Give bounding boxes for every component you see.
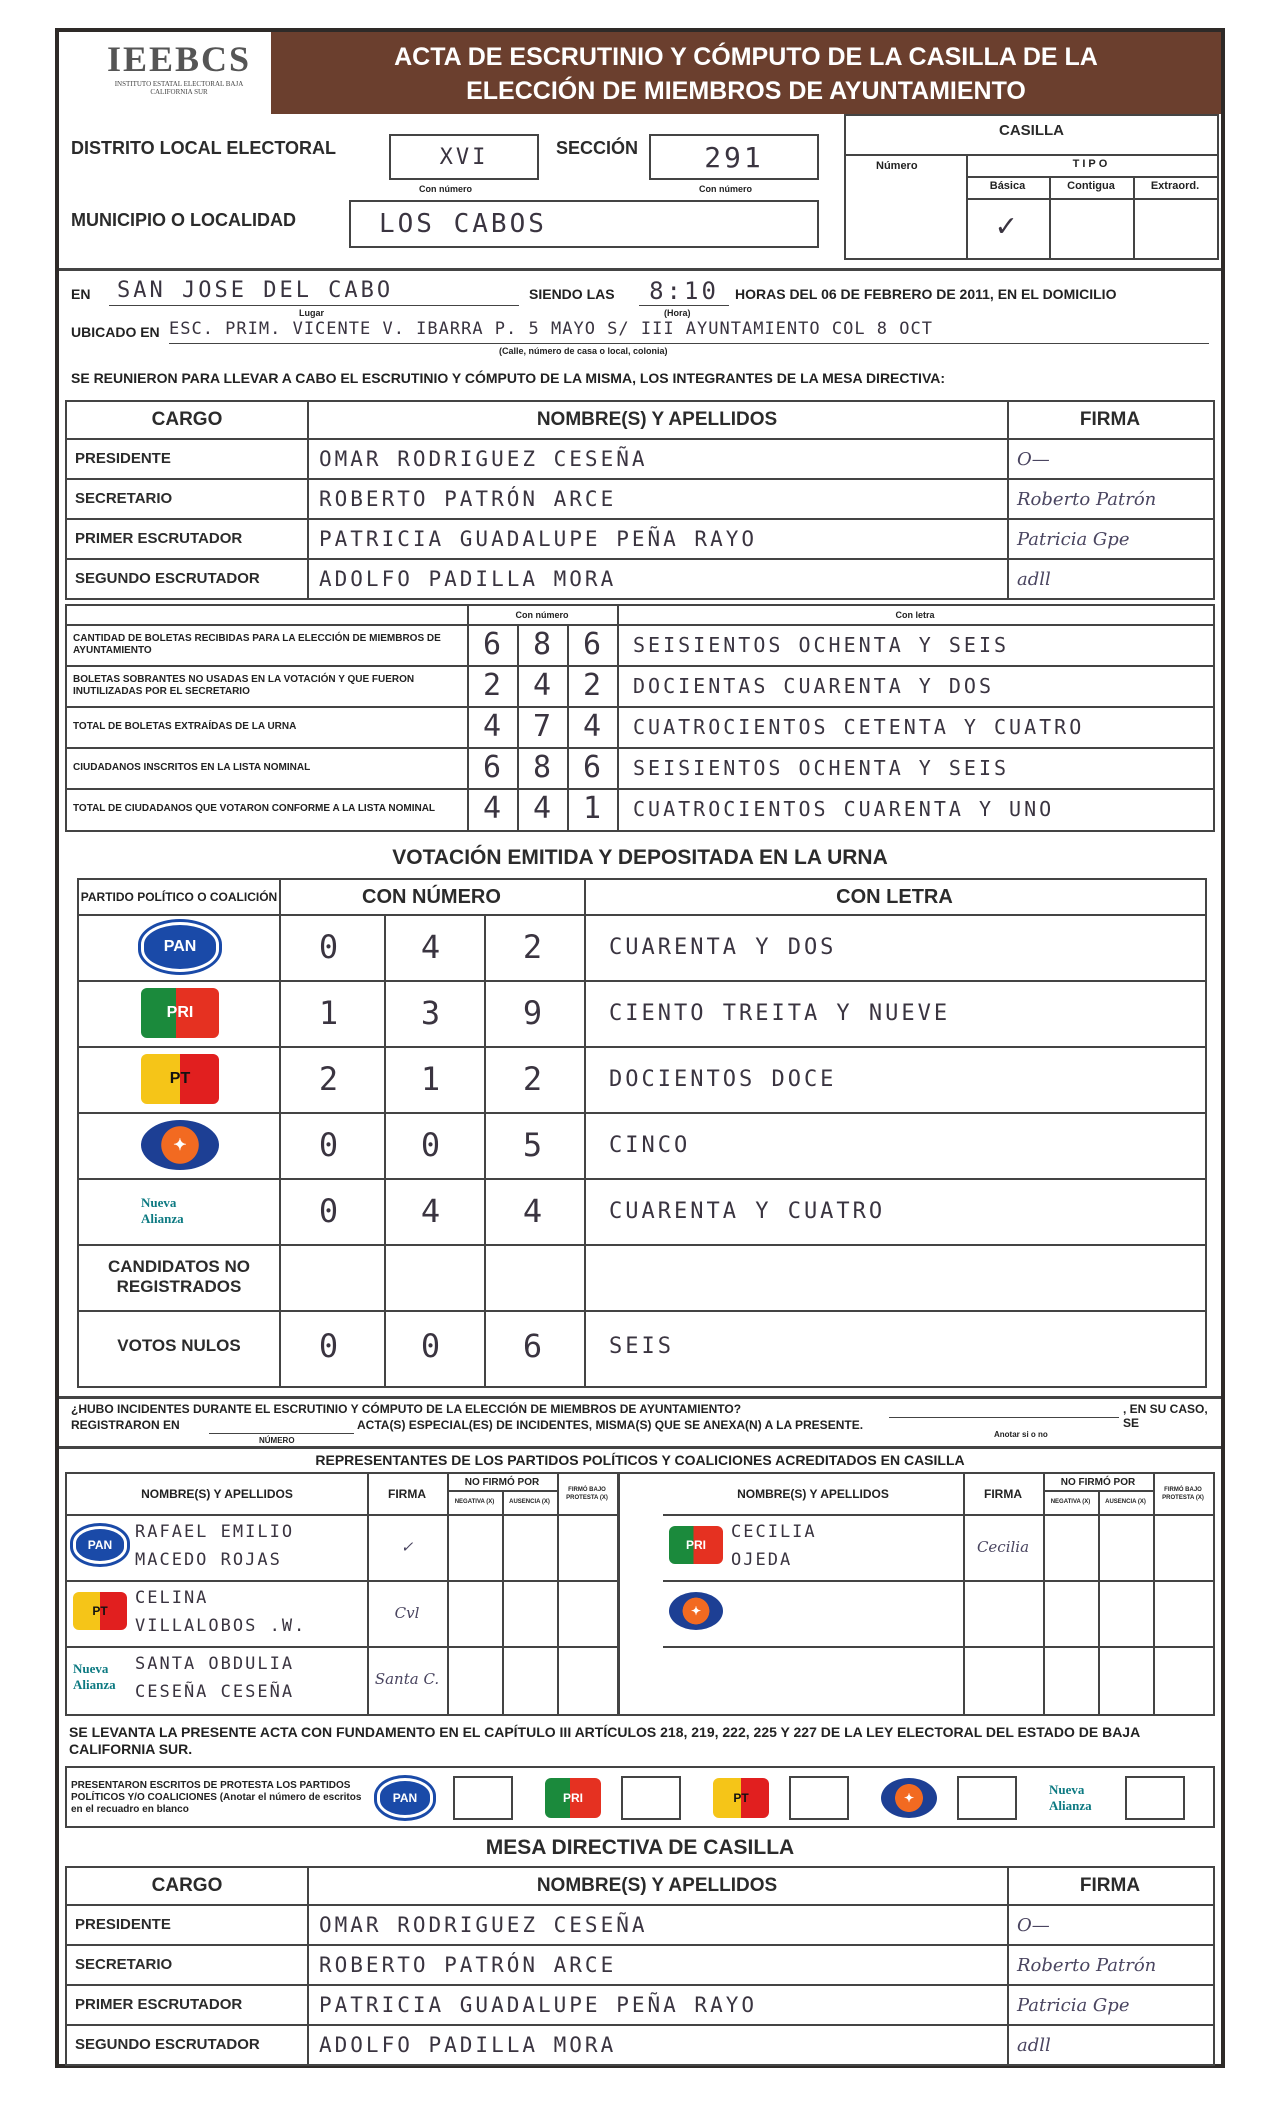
lugar-field[interactable]: SAN JOSE DEL CABO <box>109 276 519 306</box>
district-field[interactable]: XVI <box>389 134 539 180</box>
prd-pt-logo-icon: PT <box>141 1054 219 1104</box>
count-digit[interactable]: 4 <box>482 791 502 826</box>
casilla-basica-label: Básica <box>989 180 1026 192</box>
vote-letra[interactable]: CIENTO TREITA Y NUEVE <box>609 1000 951 1026</box>
votes-partido-header: PARTIDO POLÍTICO O COALICIÓN <box>80 890 278 904</box>
vote-digit[interactable]: 0 <box>318 928 342 966</box>
pri-pvem-logo-icon: PRI <box>141 988 219 1038</box>
casilla-contigua-label: Contigua <box>1067 180 1115 192</box>
convergencia-logo-icon: ✦ <box>881 1778 937 1818</box>
count-label: CANTIDAD DE BOLETAS RECIBIDAS PARA LA ELECCIÓN DE MIEMBROS DE AYUNTAMIENTO <box>73 633 441 656</box>
nueva-alianza-logo-icon: Nueva Alianza <box>73 1661 116 1692</box>
firma-signature: Roberto Patrón <box>1017 488 1157 510</box>
row-divider <box>67 1514 617 1516</box>
count-digit[interactable]: 6 <box>582 627 602 662</box>
district-label: DISTRITO LOCAL ELECTORAL <box>71 138 337 158</box>
firma-signature: adll <box>1017 2034 1051 2056</box>
prd-pt-logo-icon: PT <box>713 1778 769 1818</box>
vote-letra[interactable]: CUARENTA Y DOS <box>609 934 837 960</box>
incidents-anotar-sub: Anotar si o no <box>994 1430 1048 1439</box>
casilla-basica-checkbox[interactable]: ✓ <box>996 206 1019 244</box>
district-sub: Con número <box>419 184 472 194</box>
firma-signature: O— <box>1017 1914 1050 1936</box>
vote-letra[interactable]: SEIS <box>609 1333 674 1359</box>
votes-num-header: CON NÚMERO <box>362 885 501 908</box>
vote-digit[interactable]: 2 <box>522 928 546 966</box>
mesa-title: MESA DIRECTIVA DE CASILLA <box>485 1836 795 1859</box>
pri-pvem-logo-icon: PRI <box>669 1526 723 1564</box>
casilla-tipo-label: TIPO <box>1072 158 1111 170</box>
ubicado-label: UBICADO EN <box>71 324 160 340</box>
mesa-nombre-header: NOMBRE(S) Y APELLIDOS <box>536 1875 778 1896</box>
vote-digit[interactable]: 9 <box>522 994 546 1032</box>
counts-table <box>65 604 1215 832</box>
mesa-cargo-header: CARGO <box>151 1875 223 1896</box>
count-letra[interactable]: DOCIENTAS CUARENTA Y DOS <box>633 673 994 698</box>
cargo-label: PRESIDENTE <box>75 449 171 467</box>
rep-protesta-header: FIRMÓ BAJO PROTESTA (X) <box>1162 1487 1204 1501</box>
pri-pvem-logo-icon: PRI <box>545 1778 601 1818</box>
nombre-field[interactable]: ADOLFO PADILLA MORA <box>319 567 617 591</box>
row-divider <box>663 1514 1213 1516</box>
vote-digit[interactable]: 0 <box>318 1192 342 1230</box>
row-divider <box>1043 1490 1153 1492</box>
en-label: EN <box>71 286 91 302</box>
count-label: CIUDADANOS INSCRITOS EN LA LISTA NOMINAL <box>73 762 311 773</box>
mesa-table <box>65 1866 1215 2066</box>
pan-logo-icon: PAN <box>377 1778 433 1818</box>
nombre-field[interactable]: ROBERTO PATRÓN ARCE <box>319 487 617 511</box>
votes-title: VOTACIÓN EMITIDA Y DEPOSITADA EN LA URNA <box>392 846 888 869</box>
title-banner: ACTA DE ESCRUTINIO Y CÓMPUTO DE LA CASILLA DE LA ELECCIÓN DE MIEMBROS DE AYUNTAMIENTO <box>271 32 1221 114</box>
col-divider <box>502 1490 504 1714</box>
incidents-number-field[interactable] <box>209 1418 354 1434</box>
domicilio-sub: (Calle, número de casa o local, colonia) <box>499 346 668 356</box>
incidents-answer-field[interactable] <box>889 1402 1119 1418</box>
vote-letra[interactable]: CINCO <box>609 1132 691 1158</box>
firma-signature: Patricia Gpe <box>1017 1994 1130 2016</box>
cargo-label: PRESIDENTE <box>75 1915 171 1933</box>
count-digit[interactable]: 6 <box>482 750 502 785</box>
row-divider <box>67 558 1213 560</box>
cargo-label: PRIMER ESCRUTADOR <box>75 1995 243 2013</box>
col-divider <box>617 1474 620 1714</box>
protests-row <box>65 1766 1215 1828</box>
nueva-alianza-logo-icon: Nueva Alianza <box>141 1195 184 1226</box>
officers-firma-header: FIRMA <box>1079 409 1141 430</box>
rep-firma-header: FIRMA <box>984 1487 1022 1501</box>
vote-digit[interactable]: 0 <box>420 1126 444 1164</box>
row-divider <box>67 1984 1213 1986</box>
rep-negativa-header: NEGATIVA (X) <box>454 1499 495 1505</box>
nombre-field[interactable]: OMAR RODRIGUEZ CESEÑA <box>319 1913 648 1937</box>
pan-logo-icon: PAN <box>141 922 219 972</box>
casilla-box <box>844 114 1219 260</box>
vote-digit[interactable]: 0 <box>318 1327 342 1365</box>
nombre-field[interactable]: PATRICIA GUADALUPE PEÑA RAYO <box>319 1993 758 2017</box>
rep-nombre-line2[interactable]: OJEDA <box>731 1550 793 1570</box>
protests-text: PRESENTARON ESCRITOS DE PROTESTA LOS PARTIDOS POLÍTICOS Y/O COALICIONES (Anotar el número de escritos en el recuadro en blanco <box>71 1780 362 1815</box>
count-letra[interactable]: CUATROCIENTOS CETENTA Y CUATRO <box>633 714 1085 739</box>
vote-letra[interactable]: DOCIENTOS DOCE <box>609 1066 837 1092</box>
count-label: TOTAL DE BOLETAS EXTRAÍDAS DE LA URNA <box>73 721 297 732</box>
rep-nombre-line1[interactable]: SANTA OBDULIA <box>135 1654 295 1674</box>
vote-digit[interactable]: 6 <box>522 1327 546 1365</box>
count-letra[interactable]: SEISIENTOS OCHENTA Y SEIS <box>633 632 1010 657</box>
cargo-label: PRIMER ESCRUTADOR <box>75 529 243 547</box>
casilla-numero-label: Número <box>876 160 918 172</box>
row-divider <box>663 1646 1213 1648</box>
row-divider <box>67 438 1213 440</box>
rep-firma: ✓ <box>400 1538 414 1556</box>
officers-cargo-header: CARGO <box>151 409 223 430</box>
count-label: BOLETAS SOBRANTES NO USADAS EN LA VOTACIÓN Y QUE FUERON INUTILIZADAS POR EL SECRETARIO <box>73 674 415 697</box>
vote-digit[interactable]: 2 <box>318 1060 342 1098</box>
rep-nombre-line1[interactable]: CECILIA <box>731 1522 817 1542</box>
rep-firma <box>963 1646 1043 1712</box>
count-digit[interactable]: 2 <box>482 668 502 703</box>
prd-pt-logo-icon: PT <box>73 1592 127 1630</box>
count-digit[interactable]: 6 <box>482 627 502 662</box>
vote-letra[interactable]: CUARENTA Y CUATRO <box>609 1198 886 1224</box>
section-field[interactable]: 291 <box>649 134 819 180</box>
count-digit[interactable]: 4 <box>532 668 552 703</box>
vote-digit[interactable]: 5 <box>522 1126 546 1164</box>
firma-signature: adll <box>1017 568 1051 590</box>
vote-digit[interactable]: 4 <box>522 1192 546 1230</box>
incidents-numero-sub: NÚMERO <box>259 1436 295 1445</box>
vote-digit[interactable]: 0 <box>420 1327 444 1365</box>
convergencia-logo-icon: ✦ <box>669 1592 723 1630</box>
col-divider <box>447 1474 449 1714</box>
protest-count-box[interactable] <box>957 1776 1017 1820</box>
count-letra[interactable]: SEISIENTOS OCHENTA Y SEIS <box>633 755 1010 780</box>
nombre-field[interactable]: ADOLFO PADILLA MORA <box>319 2033 617 2057</box>
row-divider <box>67 518 1213 520</box>
lugar-sub: Lugar <box>299 308 325 318</box>
nombre-field[interactable]: PATRICIA GUADALUPE PEÑA RAYO <box>319 527 758 551</box>
pan-logo-icon: PAN <box>73 1526 127 1564</box>
row-divider <box>67 1580 617 1582</box>
rep-firma-header: FIRMA <box>388 1487 426 1501</box>
cargo-label: SEGUNDO ESCRUTADOR <box>75 569 260 587</box>
rep-nombre-header: NOMBRE(S) Y APELLIDOS <box>141 1487 293 1501</box>
casilla-label: CASILLA <box>999 122 1064 139</box>
ieebcs-logo: IEEBCS INSTITUTO ESTATAL ELECTORAL BAJA CALIFORNIA SUR <box>106 39 252 96</box>
vote-digit[interactable] <box>279 1244 381 1310</box>
convergencia-logo-icon: ✦ <box>141 1120 219 1170</box>
section-sub: Con número <box>699 184 752 194</box>
count-digit[interactable]: 7 <box>532 709 552 744</box>
nueva-alianza-logo-icon: Nueva Alianza <box>1049 1782 1092 1813</box>
col-divider <box>617 606 619 830</box>
horas-text: HORAS DEL 06 DE FEBRERO DE 2011, EN EL DOMICILIO <box>735 286 1117 302</box>
incidents-question: ¿HUBO INCIDENTES DURANTE EL ESCRUTINIO Y CÓMPUTO DE LA ELECCIÓN DE MIEMBROS DE AYUNTAMIENTO? <box>71 1402 742 1416</box>
rep-nombre-header: NOMBRE(S) Y APELLIDOS <box>737 1487 889 1501</box>
officers-nombre-header: NOMBRE(S) Y APELLIDOS <box>536 409 778 430</box>
col-divider <box>1043 1474 1045 1714</box>
protest-count-box[interactable] <box>453 1776 513 1820</box>
row-divider <box>67 478 1213 480</box>
hora-field[interactable]: 8:10 <box>639 276 729 306</box>
rep-firma: Santa C. <box>374 1670 440 1688</box>
col-divider <box>1153 1474 1155 1714</box>
counts-letra-header: Con letra <box>895 610 935 620</box>
nombre-field[interactable]: OMAR RODRIGUEZ CESEÑA <box>319 447 648 471</box>
acta-form <box>55 28 1225 2068</box>
rep-nombre-line2[interactable]: MACEDO ROJAS <box>135 1550 282 1570</box>
incidents-l2a: REGISTRARON EN <box>71 1418 180 1432</box>
col-divider <box>1098 1490 1100 1714</box>
count-digit[interactable]: 4 <box>482 709 502 744</box>
hora-sub: (Hora) <box>664 308 691 318</box>
count-digit[interactable]: 2 <box>582 668 602 703</box>
row-divider <box>67 1944 1213 1946</box>
protest-count-box[interactable] <box>621 1776 681 1820</box>
cargo-label: SECRETARIO <box>75 489 173 507</box>
mesa-firma-header: FIRMA <box>1079 1875 1141 1896</box>
rep-negativa-header: NEGATIVA (X) <box>1050 1499 1091 1505</box>
domicilio-field[interactable]: ESC. PRIM. VICENTE V. IBARRA P. 5 MAYO S/ III AYUNTAMIENTO COL 8 OCT <box>169 314 1209 344</box>
vote-digit[interactable]: 1 <box>420 1060 444 1098</box>
count-digit[interactable]: 1 <box>582 791 602 826</box>
reps-table <box>65 1472 1215 1716</box>
count-digit[interactable]: 6 <box>582 750 602 785</box>
vote-digit[interactable] <box>483 1244 585 1310</box>
rep-firma: Cecilia <box>976 1538 1030 1556</box>
count-digit[interactable]: 4 <box>582 709 602 744</box>
siendo-label: SIENDO LAS <box>529 286 615 302</box>
firma-signature: O— <box>1017 448 1050 470</box>
rep-protesta-header: FIRMÓ BAJO PROTESTA (X) <box>566 1487 608 1501</box>
votes-table <box>77 878 1207 1388</box>
rep-ausencia-header: AUSENCIA (X) <box>509 1499 550 1505</box>
protest-count-box[interactable] <box>1125 1776 1185 1820</box>
firma-signature: Roberto Patrón <box>1017 1954 1157 1976</box>
row-divider <box>67 2024 1213 2026</box>
rep-ausencia-header: AUSENCIA (X) <box>1105 1499 1146 1505</box>
row-divider <box>663 1580 1213 1582</box>
party-label: CANDIDATOS NO REGISTRADOS <box>108 1257 250 1296</box>
count-label: TOTAL DE CIUDADANOS QUE VOTARON CONFORME A LA LISTA NOMINAL <box>73 803 436 814</box>
incidents-tail: , EN SU CASO, SE <box>1123 1402 1208 1430</box>
section-label: SECCIÓN <box>556 138 639 158</box>
rep-nombre-line2[interactable]: CESEÑA CESEÑA <box>135 1682 295 1702</box>
party-label: VOTOS NULOS <box>117 1336 241 1355</box>
count-digit[interactable]: 4 <box>532 791 552 826</box>
firma-signature: Patricia Gpe <box>1017 528 1130 550</box>
row-divider <box>67 1904 1213 1906</box>
votes-letra-header: CON LETRA <box>836 885 953 908</box>
rep-nofirmo-header: NO FIRMÓ POR <box>1060 1476 1136 1488</box>
vote-digit[interactable]: 0 <box>318 1126 342 1164</box>
vote-digit[interactable]: 1 <box>318 994 342 1032</box>
count-digit[interactable]: 8 <box>532 627 552 662</box>
vote-digit[interactable]: 2 <box>522 1060 546 1098</box>
reps-title: REPRESENTANTES DE LOS PARTIDOS POLÍTICOS Y COALICIONES ACREDITADOS EN CASILLA <box>315 1452 965 1468</box>
rep-nombre-line1[interactable]: RAFAEL EMILIO <box>135 1522 295 1542</box>
row-divider <box>67 1646 617 1648</box>
incidents-l2b: ACTA(S) ESPECIAL(ES) DE INCIDENTES, MISMA(S) QUE SE ANEXA(N) A LA PRESENTE. <box>357 1418 864 1432</box>
count-letra[interactable]: CUATROCIENTOS CUARENTA Y UNO <box>633 796 1055 821</box>
count-digit[interactable]: 8 <box>532 750 552 785</box>
rep-nombre-line2[interactable]: VILLALOBOS .W. <box>135 1616 307 1636</box>
rep-nofirmo-header: NO FIRMÓ POR <box>464 1476 540 1488</box>
vote-digit[interactable] <box>381 1244 483 1310</box>
rep-firma <box>963 1580 1043 1646</box>
casilla-extraord-label: Extraord. <box>1150 180 1200 192</box>
reunion-text: SE REUNIERON PARA LLEVAR A CABO EL ESCRUTINIO Y CÓMPUTO DE LA MISMA, LOS INTEGRANTES DE LA MESA DIRECTIVA: <box>71 370 946 386</box>
cargo-label: SEGUNDO ESCRUTADOR <box>75 2035 260 2053</box>
rep-firma: Cvl <box>394 1604 420 1622</box>
vote-digit[interactable]: 4 <box>420 928 444 966</box>
protest-count-box[interactable] <box>789 1776 849 1820</box>
vote-digit[interactable]: 4 <box>420 1192 444 1230</box>
nombre-field[interactable]: ROBERTO PATRÓN ARCE <box>319 1953 617 1977</box>
counts-num-header: Con número <box>515 610 569 620</box>
vote-digit[interactable]: 3 <box>420 994 444 1032</box>
municipio-field[interactable]: LOS CABOS <box>349 200 819 248</box>
legal-text: SE LEVANTA LA PRESENTE ACTA CON FUNDAMENTO EN EL CAPÍTULO III ARTÍCULOS 218, 219, 222, 225 Y 227 DE LA LEY ELECTORAL DEL ESTADO DE BAJA CALIFORNIA SUR. <box>69 1724 1140 1757</box>
col-divider <box>557 1474 559 1714</box>
municipio-label: MUNICIPIO O LOCALIDAD <box>71 210 296 230</box>
cargo-label: SECRETARIO <box>75 1955 173 1973</box>
rep-nombre-line1[interactable]: CELINA <box>135 1588 209 1608</box>
officers-table <box>65 400 1215 600</box>
row-divider <box>447 1490 557 1492</box>
